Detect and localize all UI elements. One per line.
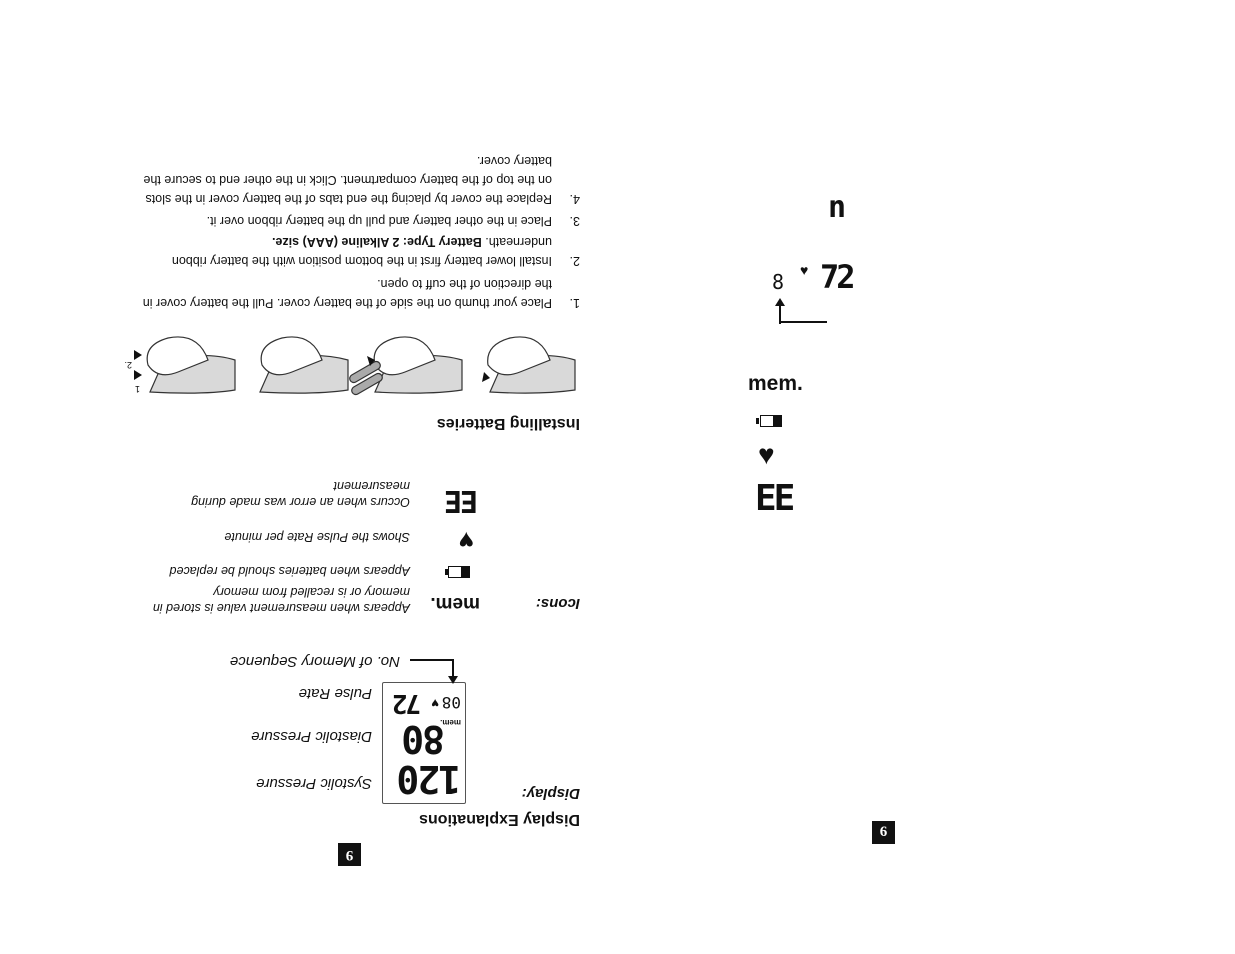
heart-icon: ♥	[458, 526, 474, 556]
figure-label-2: 2.	[124, 360, 132, 370]
lcd-pulse: 72	[393, 688, 421, 718]
right-page-number: 6	[872, 821, 895, 844]
heart-small-icon: ♥	[800, 262, 809, 278]
step-number: 1.	[569, 296, 580, 310]
battery-step-4	[130, 148, 580, 208]
step-text: Install lower battery first in the bottom position with the battery ribbon underneath.	[171, 235, 552, 268]
icons-heading: Icons:	[535, 595, 580, 612]
installing-batteries-heading: Installing Batteries	[436, 415, 580, 432]
pulse-label: Pulse Rate	[298, 685, 372, 702]
display-explanations-heading: Display Explanations	[419, 811, 580, 828]
lcd-memory-glyph: 8	[772, 270, 785, 294]
step-number: 2.	[569, 254, 580, 268]
battery-icon	[448, 566, 470, 578]
lcd-display	[382, 682, 466, 804]
error-glyph-icon: EE	[755, 478, 793, 519]
step-number: 4.	[569, 192, 580, 206]
lcd-mem-label: mem.	[440, 718, 461, 727]
lcd-memory-number: 08	[441, 693, 461, 712]
battery-type-note: Battery Type: 2 Alkaline (AAA) size.	[272, 235, 482, 249]
step-text: Place in the other battery and pull up the battery ribbon over it.	[206, 214, 552, 228]
lcd-heart-icon: ♥	[431, 696, 439, 711]
page-number: 9	[338, 843, 361, 866]
diastolic-label: Diastolic Pressure	[251, 728, 372, 745]
heart-glyph-icon: ♥	[758, 439, 775, 470]
battery-installation-figures	[120, 320, 580, 400]
lcd-n-glyph: n	[828, 190, 847, 225]
battery-glyph-icon	[760, 415, 782, 427]
memory-label: No. of Memory Sequence	[229, 653, 400, 670]
icon-error-description: Occurs when an error was made during measurement	[191, 479, 410, 509]
memory-arrow-icon	[400, 654, 460, 684]
lcd-systolic: 120	[398, 757, 461, 801]
step-text-wrapper	[132, 232, 552, 270]
icon-heart-description: Shows the Pulse Rate per minute	[224, 530, 410, 544]
figure-label-1: 1	[134, 384, 140, 394]
memory-arrow-icon	[772, 296, 832, 326]
battery-step-2	[130, 230, 580, 270]
step-text: Place your thumb on the side of the battery cover. Pull the battery cover in the direction of the cuff to open.	[142, 277, 552, 310]
display-subheading: Display:	[521, 785, 580, 802]
lcd-diastolic: 80	[403, 717, 445, 761]
mem-glyph-icon: mem.	[748, 372, 803, 395]
mem-icon: mem.	[430, 593, 480, 614]
left-page-rotated	[100, 100, 600, 863]
battery-step-1	[130, 272, 580, 312]
lcd-pulse-glyph: 72	[820, 258, 853, 296]
error-icon: EE	[445, 483, 478, 518]
battery-step-3	[130, 210, 580, 230]
step-text: Replace the cover by placing the end tabs of the battery cover in the slots on the top of the battery compartment. Click in the other end to secure the battery cover.	[143, 154, 552, 206]
icon-mem-description: Appears when measurement value is stored in memory or is recalled from memory	[152, 585, 410, 615]
step-number: 3.	[569, 214, 580, 228]
systolic-label: Systolic Pressure	[256, 775, 372, 792]
icon-battery-description: Appears when batteries should be replaced	[169, 564, 410, 578]
